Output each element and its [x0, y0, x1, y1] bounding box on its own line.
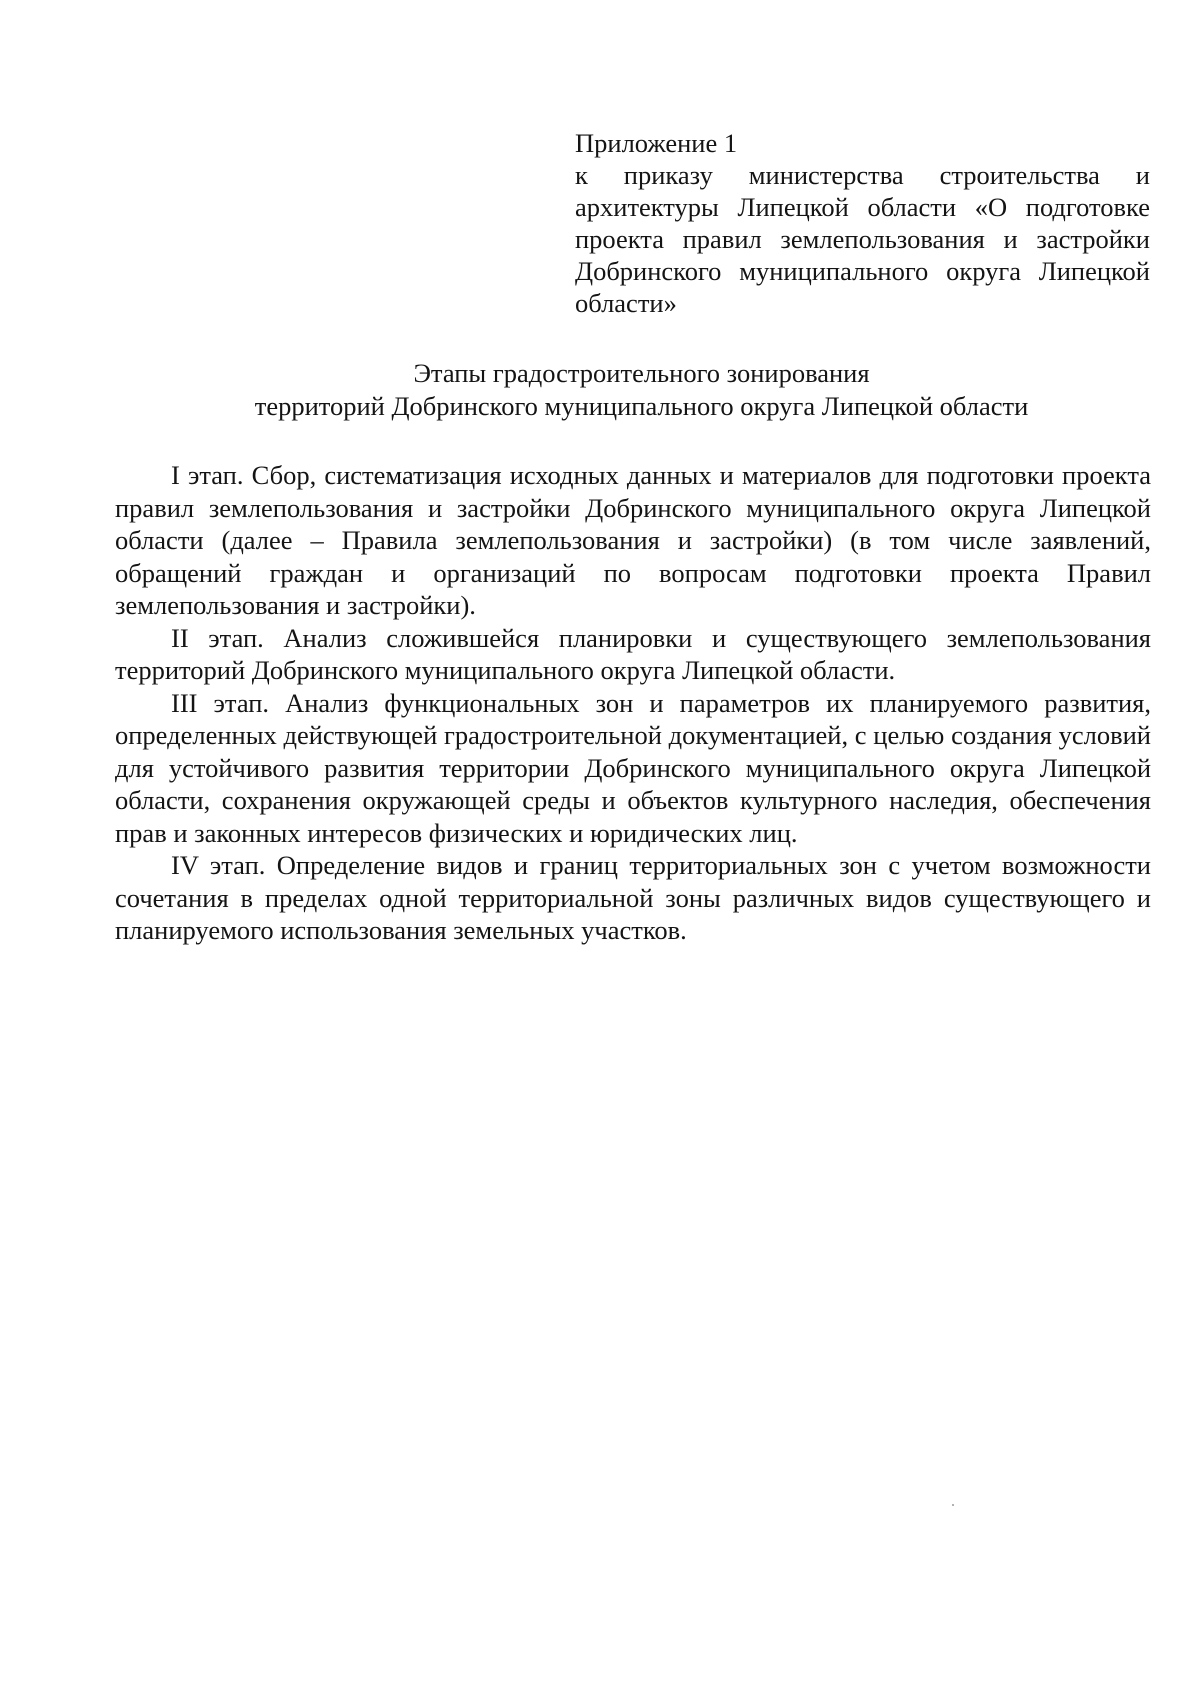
- appendix-label: Приложение 1: [575, 128, 738, 158]
- stage-paragraph-1: I этап. Сбор, систематизация исходных данных и материалов для подготовки проекта правил землепользования и застройки Добринского муниципального округа Липецкой области (далее – Правила землепользования и застройки) (в том числе заявлений, обращений граждан и организаций по вопросам подготовки проекта Правил землепользования и застройки).: [115, 460, 1151, 620]
- stage-paragraph-2: II этап. Анализ сложившейся планировки и существующего землепользования территорий Добринского муниципального округа Липецкой области.: [115, 622, 1151, 685]
- stage-paragraph-3: III этап. Анализ функциональных зон и параметров их планируемого развития, определенных действующей градостроительной документацией, с целью создания условий для устойчивого развития территории Добринского муниципального округа Липецкой области, сохранения окружающей среды и объектов культурного наследия, обеспечения прав и законных интересов физических и юридических лиц.: [115, 687, 1151, 848]
- stage-paragraph-4: IV этап. Определение видов и границ территориальных зон с учетом возможности сочетания в пределах одной территориальной зоны различных видов существующего и планируемого использования земельных участков.: [115, 850, 1151, 945]
- scan-speck: [952, 1504, 954, 1506]
- appendix-text: к приказу министерства строительства и архитектуры Липецкой области «О подготовке проекта правил землепользования и застройки Добринского муниципального округа Липецкой области»: [575, 160, 1150, 318]
- stages-list: [115, 459, 1151, 947]
- title-line-1: Этапы градостроительного зонирования: [413, 358, 870, 388]
- document-title: [100, 357, 1183, 423]
- appendix-header: [575, 127, 1150, 319]
- title-line-2: территорий Добринского муниципального округа Липецкой области: [254, 391, 1029, 421]
